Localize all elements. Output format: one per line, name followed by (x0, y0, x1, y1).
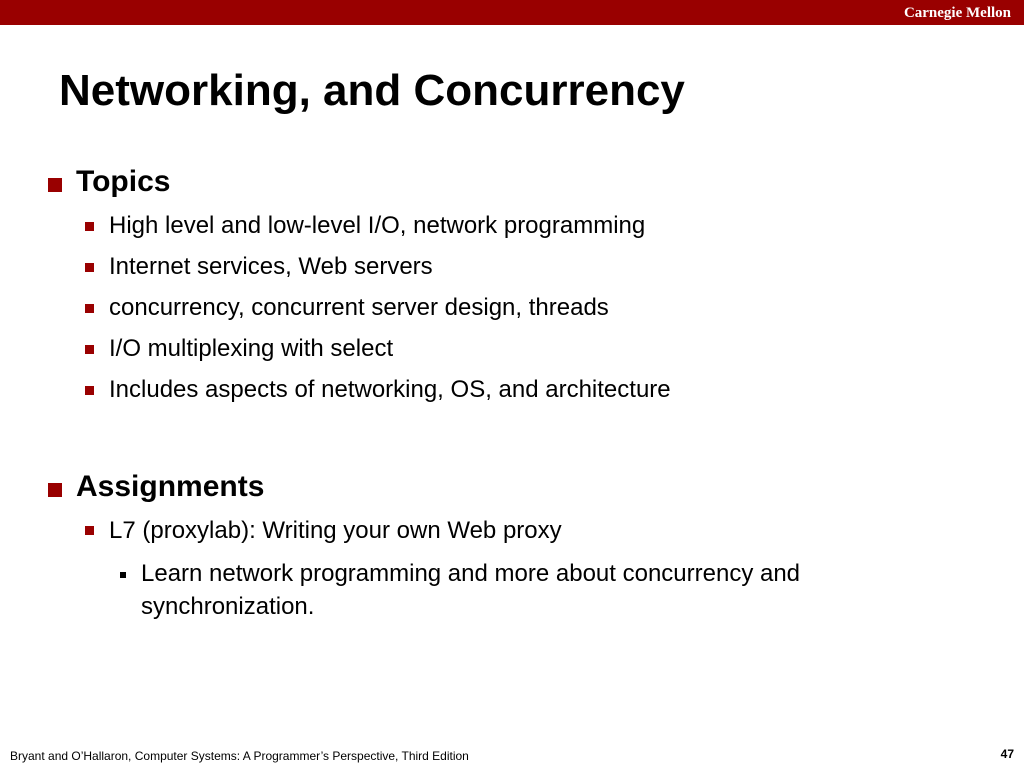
square-bullet-icon (48, 483, 62, 497)
list-item: L7 (proxylab): Writing your own Web proxy (109, 517, 562, 544)
square-bullet-icon (85, 526, 94, 535)
square-bullet-icon (85, 263, 94, 272)
list-item: Internet services, Web servers (109, 253, 433, 280)
square-bullet-icon (85, 386, 94, 395)
institution-name: Carnegie Mellon (903, 5, 1011, 21)
section-heading: Assignments (76, 470, 265, 503)
small-square-bullet-icon (120, 572, 126, 578)
square-bullet-icon (48, 178, 62, 192)
square-bullet-icon (85, 345, 94, 354)
section-heading: Topics (76, 165, 171, 198)
slide-title: Networking, and Concurrency (59, 66, 685, 115)
list-item: High level and low-level I/O, network programming (109, 212, 646, 239)
square-bullet-icon (85, 222, 94, 231)
page-number: 47 (1000, 747, 1014, 761)
footer-citation: Bryant and O’Hallaron, Computer Systems: A Programmer’s Perspective, Third Edition (10, 749, 469, 763)
list-item: concurrency, concurrent server design, threads (109, 294, 609, 321)
list-item: Includes aspects of networking, OS, and architecture (109, 376, 671, 403)
list-item: I/O multiplexing with select (109, 335, 394, 362)
header-bar (0, 0, 1024, 25)
list-subitem: Learn network programming and more about concurrency and synchronization. (141, 560, 801, 620)
square-bullet-icon (85, 304, 94, 313)
